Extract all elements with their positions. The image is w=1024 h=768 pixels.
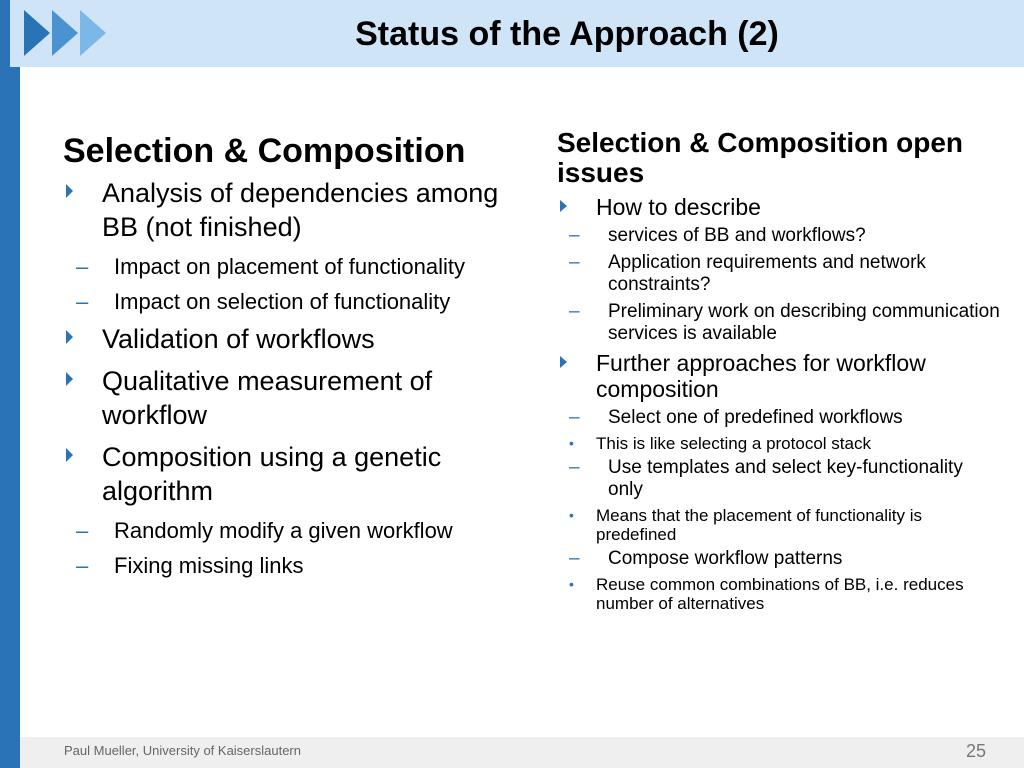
triangle-bullet-icon	[560, 200, 567, 212]
slide-header	[10, 0, 1024, 67]
sub-bullet-text: Application requirements and network constraints?	[608, 252, 926, 295]
sub-bullet-item	[557, 457, 1002, 501]
sub-bullet-item	[63, 287, 523, 316]
chevron-right-icon	[80, 10, 106, 56]
bullet-text: Validation of workflows	[102, 324, 375, 354]
sub-sub-bullet-text: Means that the placement of functionality is predefined	[596, 506, 923, 544]
triangle-bullet-icon	[66, 330, 73, 344]
bullet-item	[63, 176, 523, 244]
left-column	[63, 130, 523, 586]
footer-author: Paul Mueller, University of Kaiserslautern	[64, 743, 301, 758]
right-column-title: Selection & Composition open issues	[557, 127, 964, 188]
bullet-item	[63, 364, 523, 432]
left-column-title: Selection & Composition	[63, 132, 466, 170]
dash-bullet-icon: –	[76, 518, 89, 543]
triangle-bullet-icon	[560, 356, 567, 368]
dash-bullet-icon: –	[76, 254, 89, 279]
slide-title: Status of the Approach (2)	[355, 15, 779, 53]
chevron-shape	[24, 10, 50, 56]
sub-sub-bullet-text: This is like selecting a protocol stack	[596, 434, 871, 453]
chevron-right-icon	[24, 10, 50, 56]
header-chevrons	[24, 10, 106, 56]
bullet-item	[63, 322, 523, 356]
bullet-text: How to describe	[596, 194, 761, 220]
chevron-shape	[52, 10, 78, 56]
bullet-item	[63, 440, 523, 508]
dash-bullet-icon: –	[569, 407, 580, 428]
chevron-right-icon	[52, 10, 78, 56]
sub-sub-bullet-item	[557, 506, 1002, 544]
sub-bullet-text: services of BB and workflows?	[608, 225, 866, 246]
dash-bullet-icon: –	[569, 457, 580, 478]
dash-bullet-icon: –	[569, 301, 580, 322]
dot-bullet-icon: •	[569, 507, 574, 523]
chevron-shape	[80, 10, 106, 56]
dot-bullet-icon: •	[569, 576, 574, 592]
sub-bullet-text: Randomly modify a given workflow	[114, 518, 453, 543]
sub-bullet-item	[63, 252, 523, 281]
sub-bullet-text: Preliminary work on describing communication services is available	[608, 301, 1000, 344]
dash-bullet-icon: –	[569, 252, 580, 273]
dot-bullet-icon: •	[569, 435, 574, 451]
sub-bullet-text: Use templates and select key-functionality only	[608, 457, 963, 500]
triangle-bullet-icon	[66, 184, 73, 198]
bullet-text: Qualitative measurement of workflow	[102, 366, 433, 430]
dash-bullet-icon: –	[569, 548, 580, 569]
sub-bullet-item	[557, 548, 1002, 570]
bullet-text: Further approaches for workflow composition	[596, 350, 926, 402]
triangle-bullet-icon	[66, 448, 73, 462]
bullet-item	[557, 194, 1002, 220]
left-accent-bar	[0, 0, 20, 768]
dash-bullet-icon: –	[569, 225, 580, 246]
sub-bullet-item	[63, 551, 523, 580]
sub-bullet-text: Select one of predefined workflows	[608, 407, 903, 428]
sub-bullet-text: Impact on selection of functionality	[114, 289, 451, 314]
bullet-item	[557, 350, 1002, 402]
sub-bullet-text: Compose workflow patterns	[608, 548, 843, 569]
sub-bullet-item	[557, 252, 1002, 296]
slide-footer	[20, 737, 1024, 768]
sub-sub-bullet-item	[557, 575, 1002, 613]
sub-sub-bullet-item	[557, 434, 1002, 453]
sub-bullet-item	[557, 407, 1002, 429]
sub-bullet-item	[557, 225, 1002, 247]
dash-bullet-icon: –	[76, 289, 89, 314]
sub-sub-bullet-text: Reuse common combinations of BB, i.e. reduces number of alternatives	[596, 575, 964, 613]
sub-bullet-text: Impact on placement of functionality	[114, 254, 465, 279]
sub-bullet-item	[63, 516, 523, 545]
sub-bullet-text: Fixing missing links	[114, 553, 304, 578]
bullet-text: Analysis of dependencies among BB (not finished)	[102, 178, 499, 242]
right-column	[557, 128, 1002, 617]
page-number: 25	[965, 741, 986, 761]
triangle-bullet-icon	[66, 372, 73, 386]
dash-bullet-icon: –	[76, 553, 89, 578]
bullet-text: Composition using a genetic algorithm	[102, 442, 442, 506]
sub-bullet-item	[557, 301, 1002, 345]
